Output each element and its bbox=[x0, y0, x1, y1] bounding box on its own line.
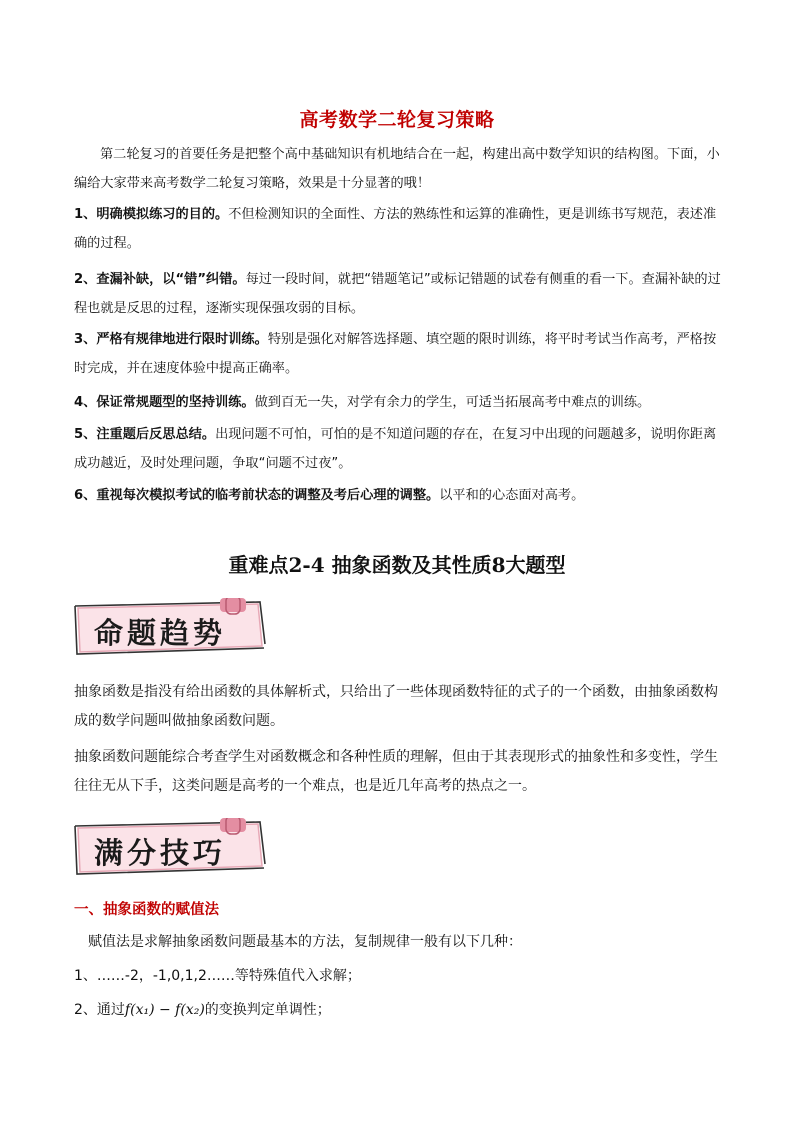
strategy-text: 以平和的心态面对高考。 bbox=[439, 488, 585, 503]
formula: f(x₁) − f(x₂) bbox=[124, 1002, 205, 1018]
banner-label: 命题趋势 bbox=[94, 616, 227, 650]
strategy-text: 出现问题不可怕，可怕的是不知道问题的存在，在复习中出现的问题越多，说明你距离成功越近，及时处理问题，争取“问题不过夜”。 bbox=[74, 427, 717, 471]
method-item: 1、……-2，-1,0,1,2……等特殊值代入求解； bbox=[74, 968, 361, 984]
skills-banner bbox=[72, 818, 268, 878]
trend-banner bbox=[72, 598, 268, 658]
strategy-heading: 5、注重题后反思总结。 bbox=[74, 427, 216, 442]
topic-title: 重难点2-4 抽象函数及其性质8大题型 bbox=[228, 553, 566, 577]
strategy-item bbox=[74, 481, 724, 510]
method-item: 2、通过f(x₁) − f(x₂)的变换判定单调性； bbox=[74, 1002, 331, 1018]
trend-paragraph: 抽象函数问题能综合考查学生对函数概念和各种性质的理解，但由于其表现形式的抽象性和多变性，学生往往无从下手，这类问题是高考的一个难点，也是近几年高考的热点之一。 bbox=[74, 749, 718, 794]
strategy-item bbox=[74, 265, 724, 323]
strategy-heading: 6、重视每次模拟考试的临考前状态的调整及考后心理的调整。 bbox=[74, 488, 440, 503]
strategy-text: 做到百无一失，对学有余力的学生，可适当拓展高考中难点的训练。 bbox=[254, 395, 651, 410]
section-heading: 一、抽象函数的赋值法 bbox=[74, 902, 219, 918]
strategy-item bbox=[74, 200, 724, 258]
strategy-text: 每过一段时间，就把“错题笔记”或标记错题的试卷有侧重的看一下。查漏补缺的过程也就是反思的过程，逐渐实现保强攻弱的目标。 bbox=[74, 272, 721, 316]
trend-paragraph: 抽象函数是指没有给出函数的具体解析式，只给出了一些体现函数特征的式子的一个函数，由抽象函数构成的数学问题叫做抽象函数问题。 bbox=[74, 684, 718, 729]
intro-paragraph: 第二轮复习的首要任务是把整个高中基础知识有机地结合在一起，构建出高中数学知识的结构图。下面，小编给大家带来高考数学二轮复习策略，效果是十分显著的哦！ bbox=[74, 147, 720, 191]
strategy-item bbox=[74, 388, 724, 417]
strategy-heading: 2、查漏补缺，以“错”纠错。 bbox=[74, 272, 246, 287]
strategy-item bbox=[74, 420, 724, 478]
strategy-heading: 1、明确模拟练习的目的。 bbox=[74, 207, 229, 222]
page-title: 高考数学二轮复习策略 bbox=[299, 109, 495, 131]
strategy-text: 不但检测知识的全面性、方法的熟练性和运算的准确性，更是训练书写规范，表述准确的过程。 bbox=[74, 207, 717, 251]
strategy-text: 特别是强化对解答选择题、填空题的限时训练，将平时考试当作高考，严格按时完成，并在速度体验中提高正确率。 bbox=[74, 332, 717, 376]
strategy-item bbox=[74, 325, 724, 383]
banner-label: 满分技巧 bbox=[94, 836, 227, 870]
strategy-heading: 3、严格有规律地进行限时训练。 bbox=[74, 332, 268, 347]
strategy-heading: 4、保证常规题型的坚持训练。 bbox=[74, 395, 255, 410]
section-intro: 赋值法是求解抽象函数问题最基本的方法，复制规律一般有以下几种： bbox=[88, 934, 522, 950]
